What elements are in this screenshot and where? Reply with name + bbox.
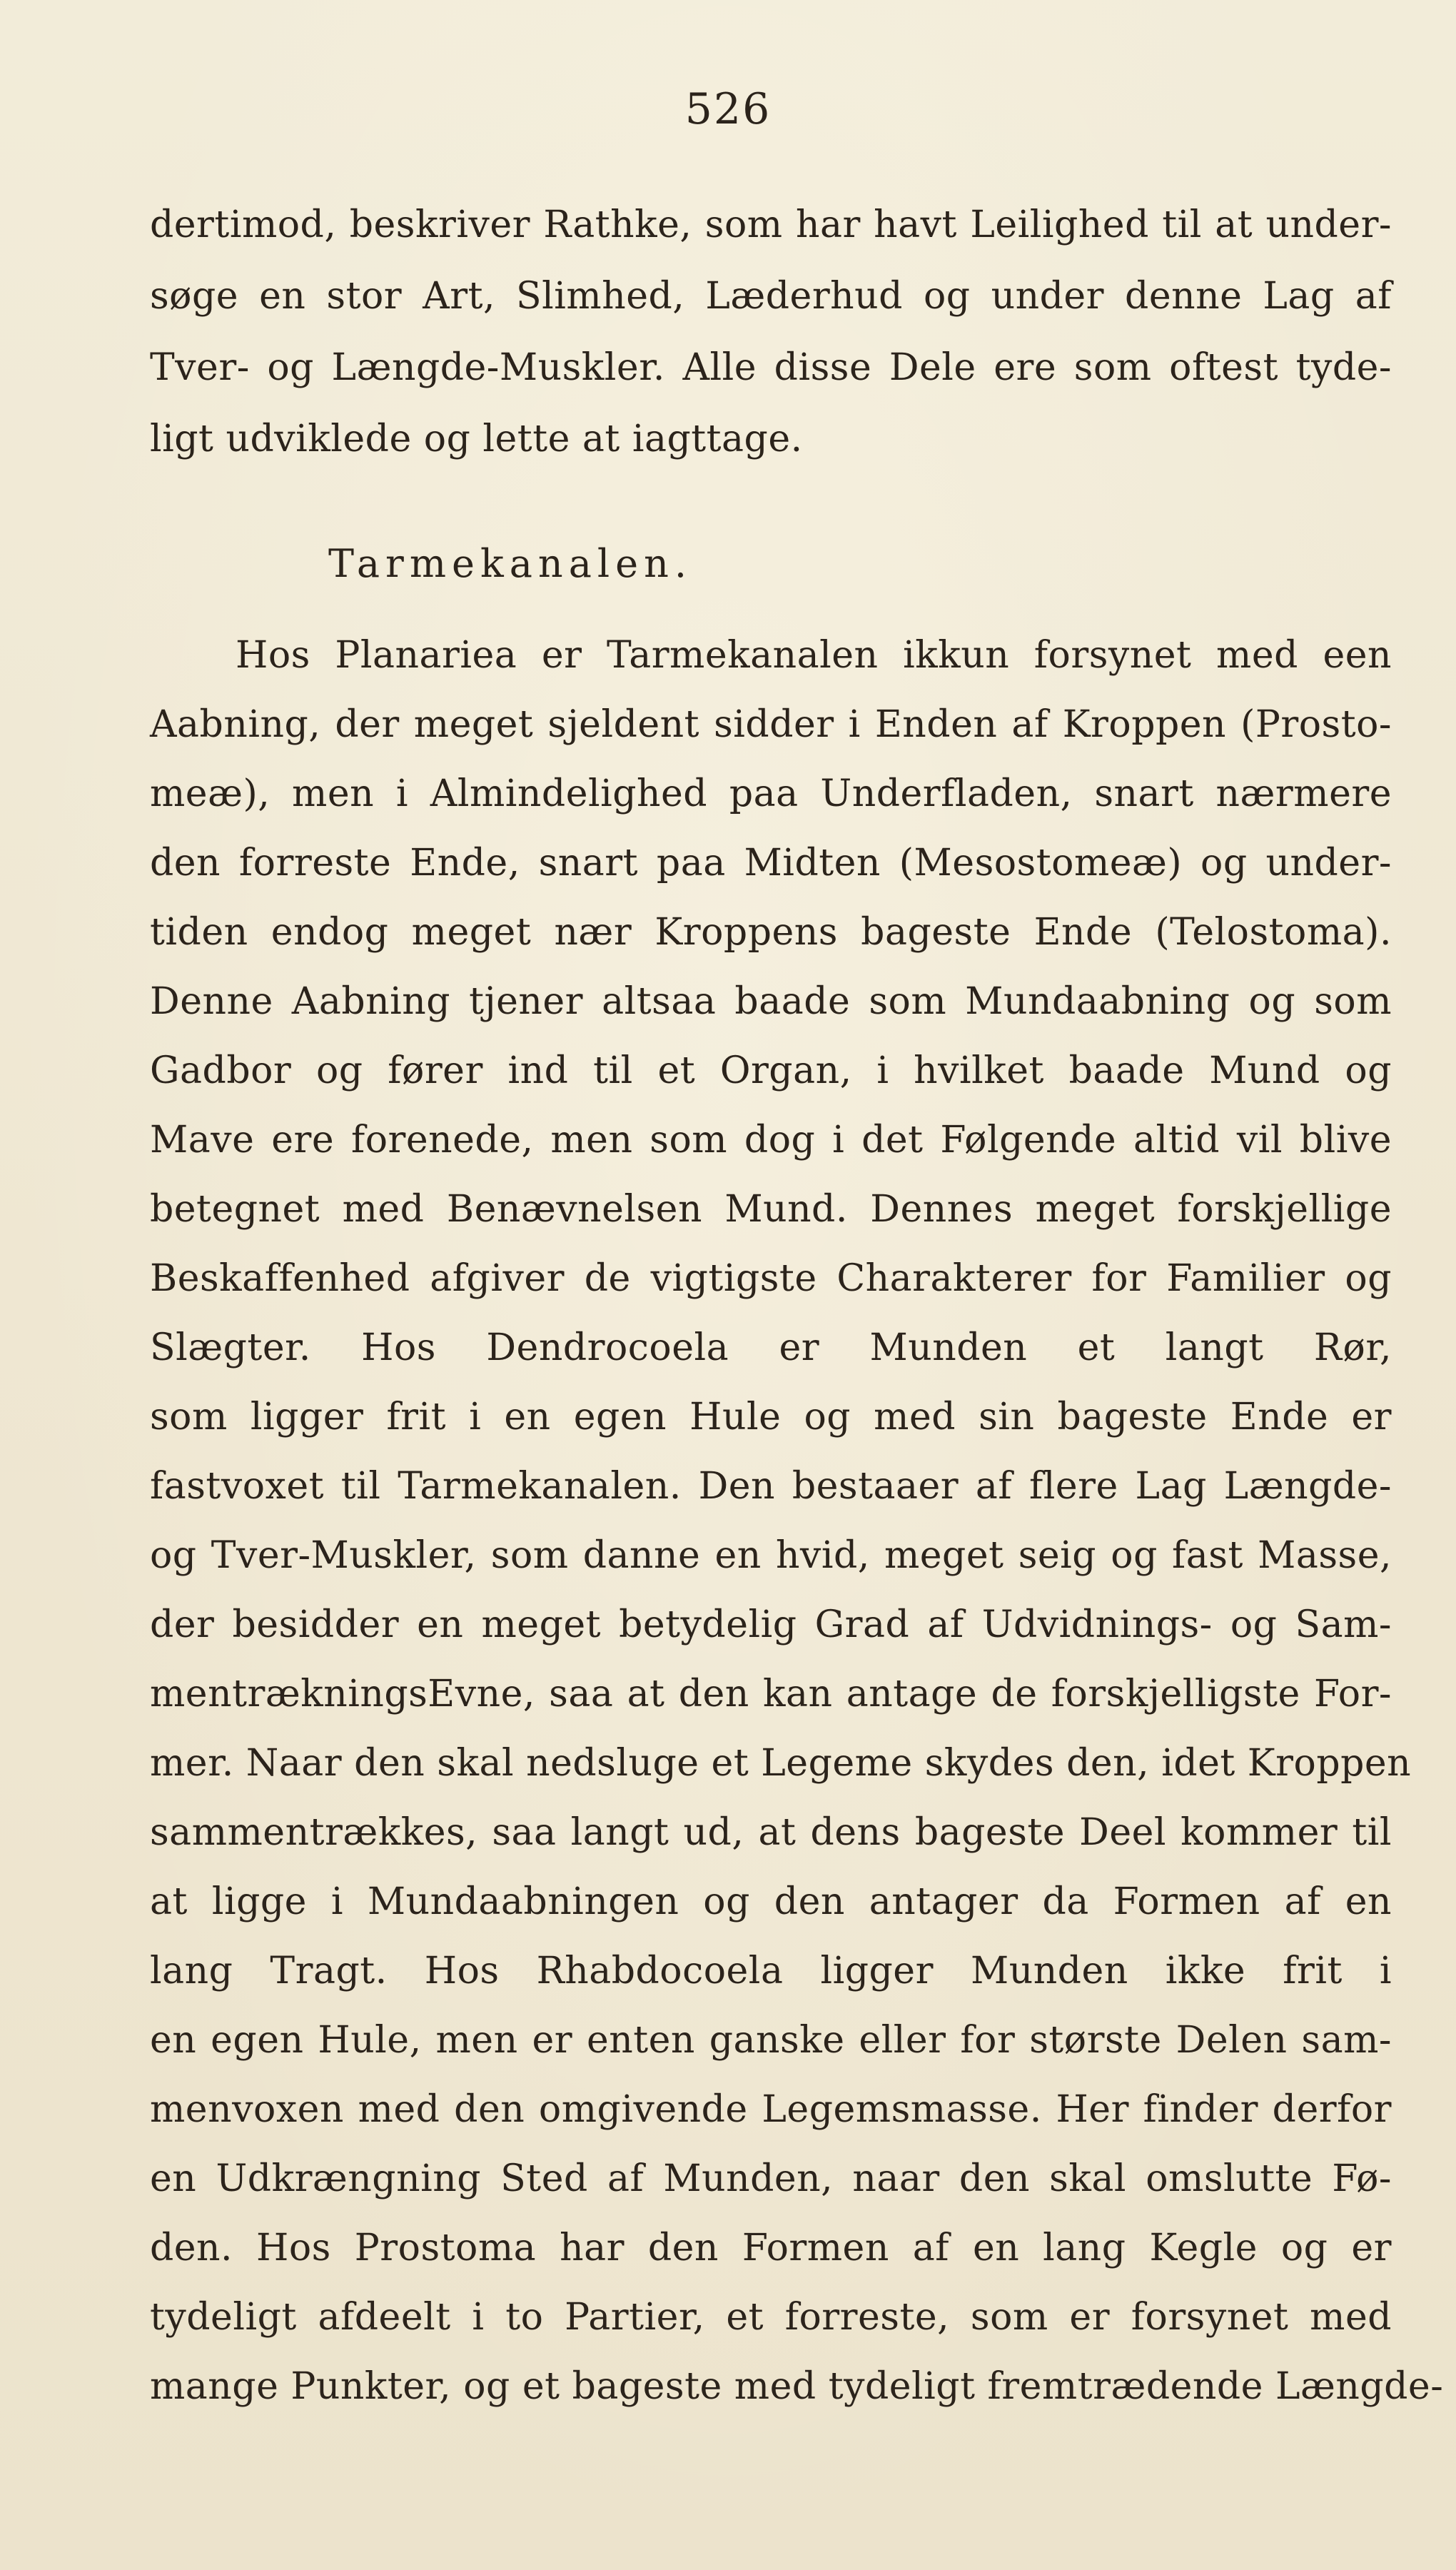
text-line: tydeligt afdeelt i to Partier, et forreste, som er forsynet med <box>150 2296 1392 2339</box>
text-line: søge en stor Art, Slimhed, Læderhud og under denne Lag af <box>150 275 1392 318</box>
text-line: Aabning, der meget sjeldent sidder i Enden af Kroppen (Prosto- <box>150 703 1392 746</box>
text-line: dertimod, beskriver Rathke, som har havt Leilighed til at under- <box>150 203 1392 246</box>
text-line: menvoxen med den omgivende Legemsmasse. Her finder derfor <box>150 2088 1392 2131</box>
text-line: som ligger frit i en egen Hule og med sin bageste Ende er <box>150 1396 1392 1438</box>
text-line: Gadbor og fører ind til et Organ, i hvilket baade Mund og <box>150 1049 1392 1092</box>
text-line: sammentrækkes, saa langt ud, at dens bageste Deel kommer til <box>150 1811 1392 1854</box>
text-line: tiden endog meget nær Kroppens bageste Ende (Telostoma). <box>150 911 1392 954</box>
section-heading: Tarmekanalen. <box>328 541 693 586</box>
text-line: Beskaffenhed afgiver de vigtigste Charakterer for Familier og <box>150 1257 1392 1300</box>
text-line: og Tver-Muskler, som danne en hvid, meget seig og fast Masse, <box>150 1534 1392 1577</box>
text-line: mentrækningsEvne, saa at den kan antage de forskjelligste For- <box>150 1673 1392 1715</box>
text-line: Denne Aabning tjener altsaa baade som Mundaabning og som <box>150 980 1392 1023</box>
text-line: Hos Planariea er Tarmekanalen ikkun forsynet med een <box>236 634 1392 677</box>
text-line: meæ), men i Almindelighed paa Underfladen, snart nærmere <box>150 772 1392 815</box>
text-line: en egen Hule, men er enten ganske eller for største Delen sam- <box>150 2019 1392 2062</box>
text-line: Slægter. Hos Dendrocoela er Munden et langt Rør, <box>150 1326 1392 1369</box>
text-line: Tver- og Længde-Muskler. Alle disse Dele ere som oftest tyde- <box>150 346 1392 389</box>
text-line: mer. Naar den skal nedsluge et Legeme skydes den, idet Kroppen <box>150 1742 1412 1785</box>
text-line: ligt udviklede og lette at iagttage. <box>150 418 803 460</box>
text-line: en Udkrængning Sted af Munden, naar den skal omslutte Fø- <box>150 2157 1392 2200</box>
text-line: den. Hos Prostoma har den Formen af en lang Kegle og er <box>150 2227 1392 2269</box>
text-line: lang Tragt. Hos Rhabdocoela ligger Munden ikke frit i <box>150 1950 1392 1992</box>
page-number: 526 <box>684 84 772 134</box>
text-line: der besidder en meget betydelig Grad af Udvidnings- og Sam- <box>150 1603 1392 1646</box>
text-line: mange Punkter, og et bageste med tydeligt fremtrædende Længde- <box>150 2365 1444 2408</box>
text-line: Mave ere forenede, men som dog i det Følgende altid vil blive <box>150 1119 1392 1161</box>
text-line: at ligge i Mundaabningen og den antager da Formen af en <box>150 1880 1392 1923</box>
text-line: fastvoxet til Tarmekanalen. Den bestaaer af flere Lag Længde- <box>150 1465 1392 1508</box>
text-line: betegnet med Benævnelsen Mund. Dennes meget forskjellige <box>150 1188 1392 1231</box>
text-line: den forreste Ende, snart paa Midten (Mesostomeæ) og under- <box>150 842 1392 885</box>
